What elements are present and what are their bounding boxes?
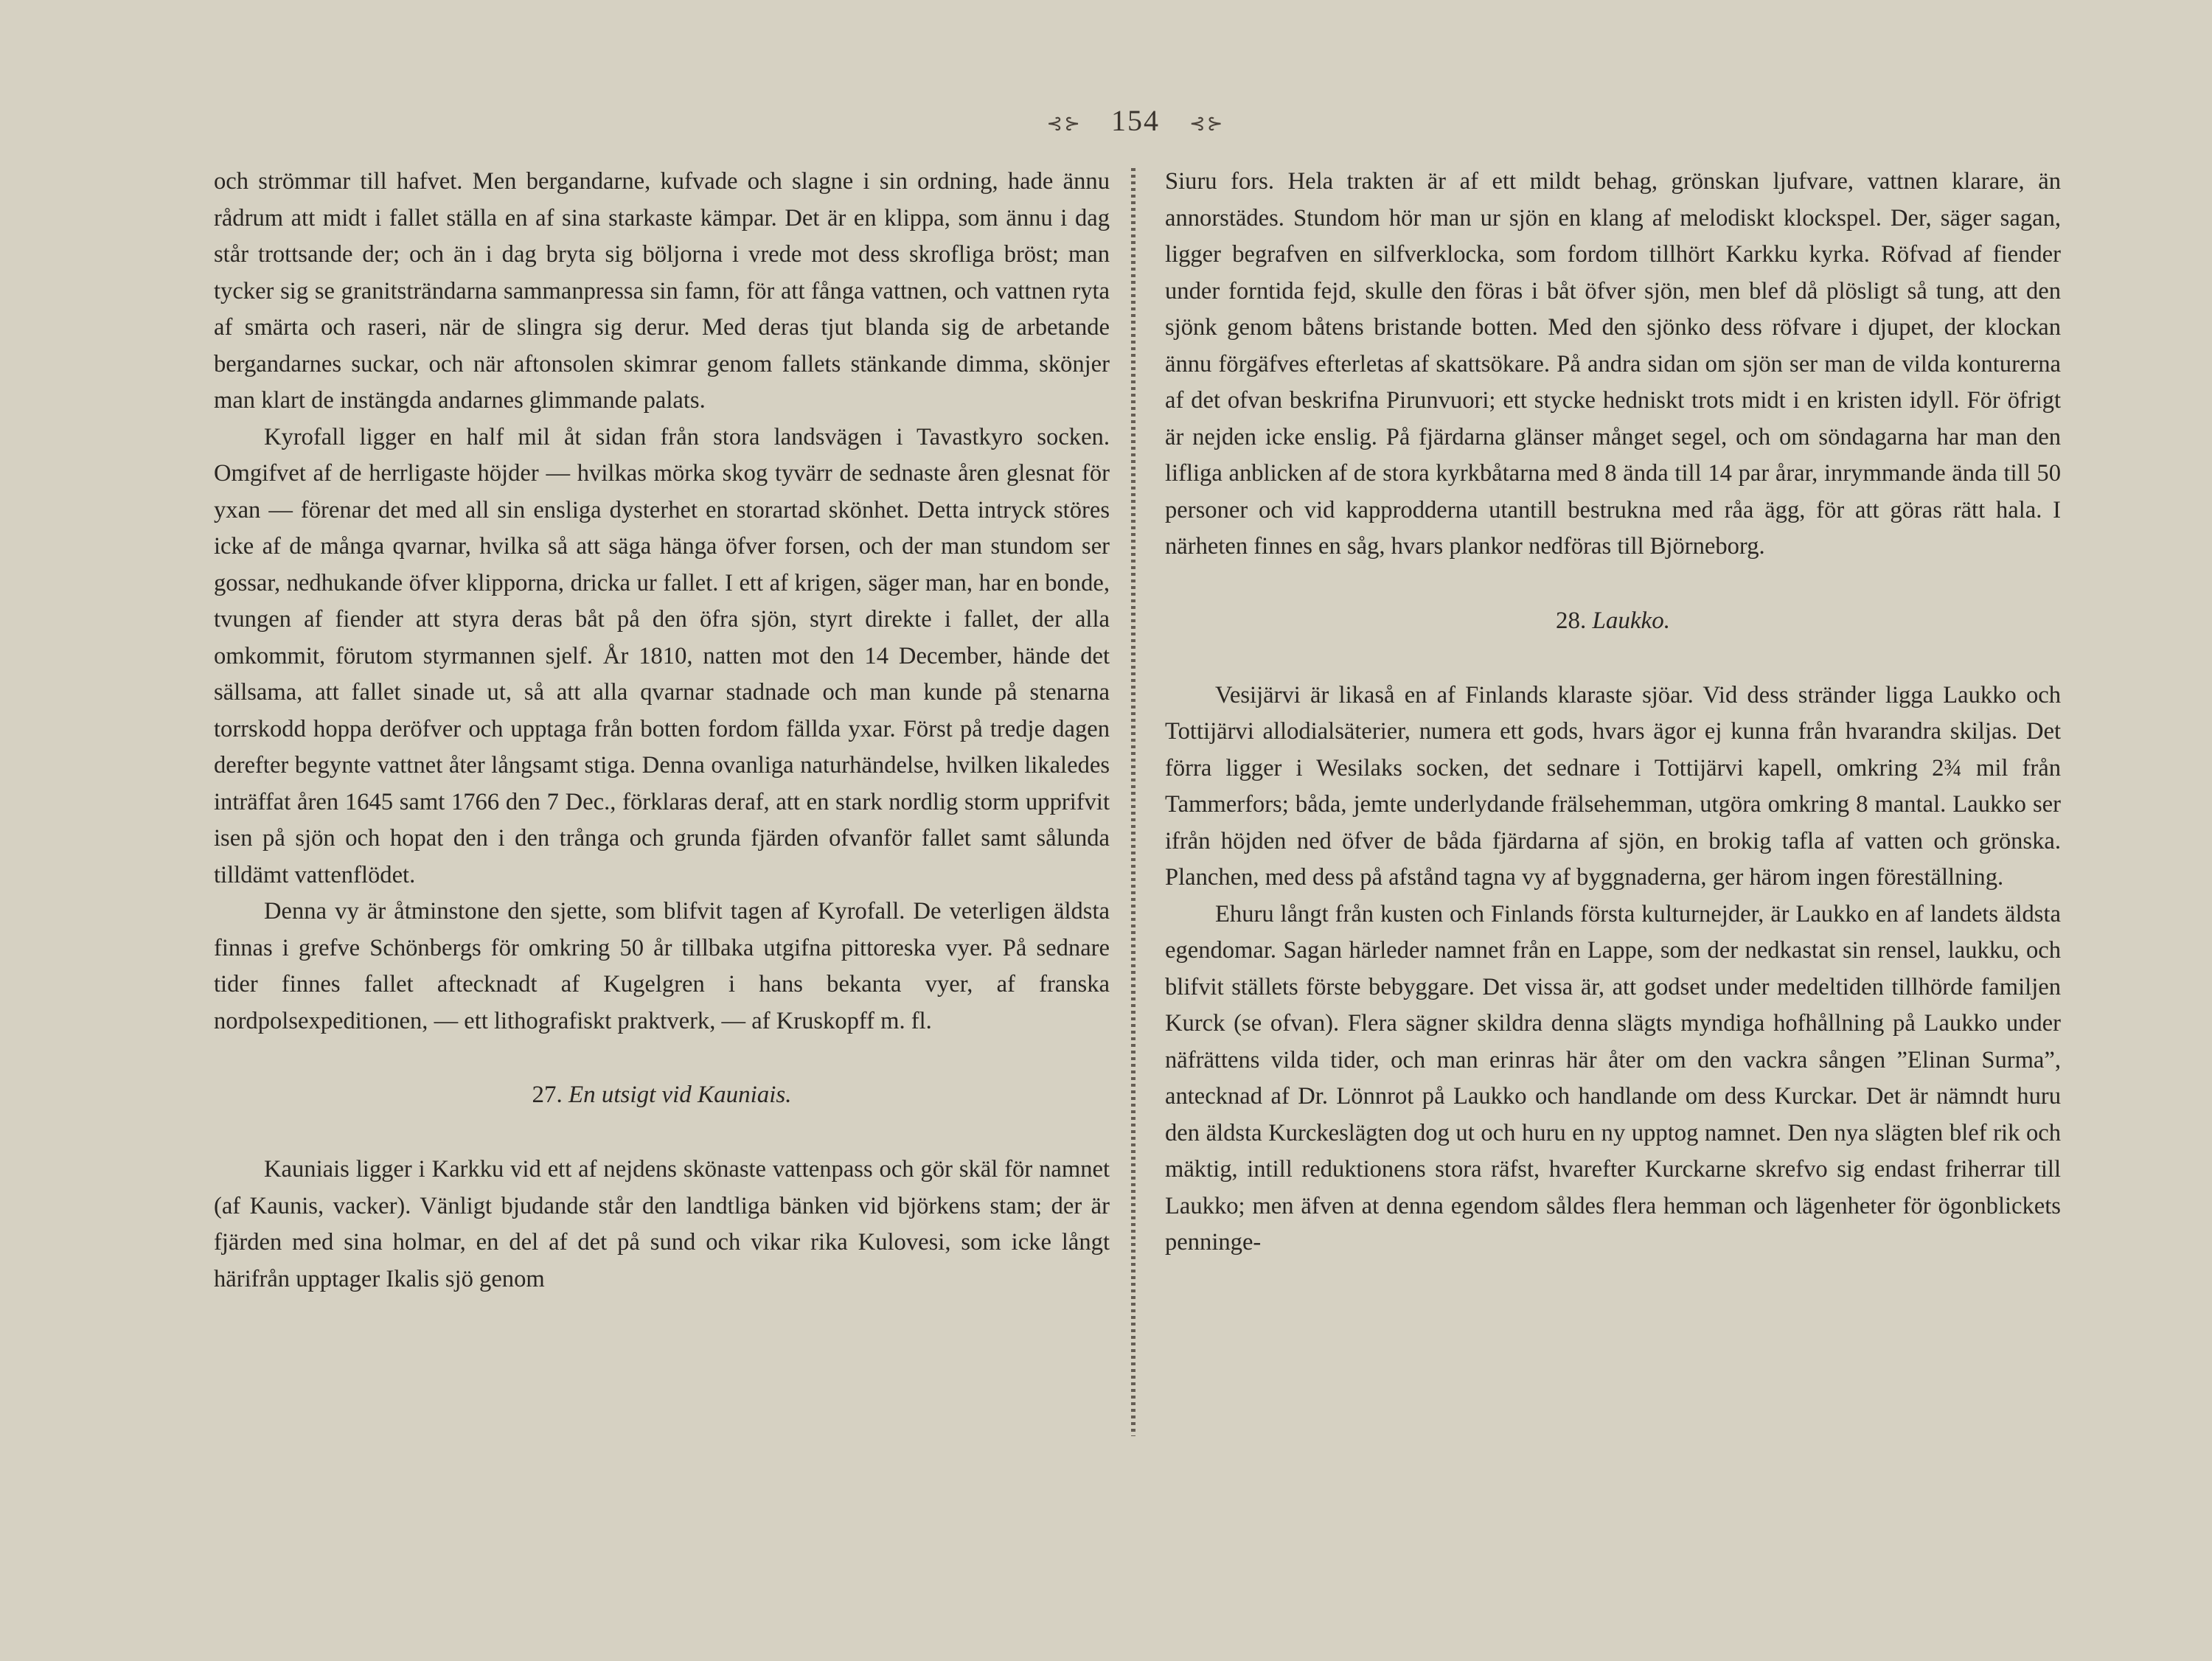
page-header: [1018, 103, 1253, 147]
left-text-column: [214, 164, 1110, 1298]
left-paragraph-3: Denna vy är åtminstone den sjette, som blifvit tagen af Kyrofall. De veterligen äldsta finnas i grefve Schönbergs för omkring 50 år tillbaka utgifna pittoreska vyer. På sednare tider finnes fallet aftecknadt af Kugelgren i hans bekanta vyer, af franska nordpolsexpeditionen, — ett lithografiskt praktverk, — af Kruskopff m. fl.: [214, 898, 1110, 1034]
right-paragraph-3: Ehuru långt från kusten och Finlands första kulturnejder, är Laukko en af landets äldsta egendomar. Sagan härleder namnet från en Lappe, som der nedkastat sin rensel, laukku, och blifvit ställets förste bebyggare. Det vissa är, att godset under medeltiden tillhörde familjen Kurck (se ofvan). Flera sägner skildra denna slägts myndiga hofhållning på Laukko under näfrättens vilda tider, och man erinras här åter om den vackra sången ”Elinan Surma”, antecknad af Dr. Lönnrot på Laukko och handlande om dess Kurckar. Det är nämndt huru den äldsta Kurckeslägten dog ut och huru en ny upptog namnet. Den nya slägten blef rik och mäktig, intill reduktionens stora räfst, hvarefter Kurckarne skrefvo sig endast friherrar till Laukko; men äfven at denna egendom såldes flera hemman och lägenheter för ögonblickets penninge-: [1165, 900, 2061, 1256]
page-number: 154: [1111, 104, 1160, 137]
column-divider: [1131, 168, 1135, 1436]
section-27-number: 27.: [532, 1082, 563, 1108]
left-ornament: ⊰⊱: [1046, 112, 1082, 134]
section-28-heading: [1165, 602, 2061, 639]
section-27-title: En utsigt vid Kauniais.: [568, 1082, 792, 1108]
right-text-column: [1165, 164, 2061, 1261]
section-28-number: 28.: [1556, 607, 1587, 634]
right-paragraph-2: Vesijärvi är likaså en af Finlands klaraste sjöar. Vid dess stränder ligga Laukko och Tottijärvi allodialsäterier, numera ett gods, hvars ägor ej kunna från hvarandra skiljas. Det förra ligger i Wesilaks socken, det sednare i Tottijärvi kapell, omkring 2¾ mil från Tammerfors; båda, jemte underlydande frälsehemman, utgöra omkring 8 mantal. Laukko ser ifrån höjden ned öfver de båda fjärdarna af sjön, en brokig tafla af vatten och grönska. Planchen, med dess på afstånd tagna vy af byggnaderna, ger härom ingen föreställning.: [1165, 681, 2061, 891]
section-27-heading: [214, 1076, 1110, 1113]
left-paragraph-4: Kauniais ligger i Karkku vid ett af nejdens skönaste vattenpass och gör skäl för namnet (af Kaunis, vacker). Vänligt bjudande står den landtliga bänken vid björkens stam; der är fjärden med sina holmar, en del af det på sund och vikar rika Kulovesi, som icke långt härifrån upptager Ikalis sjö genom: [214, 1156, 1110, 1292]
left-paragraph-2: Kyrofall ligger en half mil åt sidan från stora landsvägen i Tavastkyro socken. Omgifvet af de herrligaste höjder — hvilkas mörka skog tyvärr de sednaste åren glesnat för yxan — förenar det med all sin ensliga dysterhet en storartad skönhet. Detta intryck störes icke af de många qvarnar, hvilka så att säga hänga öfver forsen, och der man stundom ser gossar, nedhukande öfver klipporna, dricka ur fallet. I ett af krigen, säger man, har en bonde, tvungen af fiender att styra deras båt på den öfra sjön, styrt direkte i fallet, der alla omkommit, förutom styrmannen sjelf. År 1810, natten mot den 14 December, hände det sällsama, att fallet sinade ut, så att alla qvarnar stadnade och man kunde på stenarna torrskodd hoppa deröfver och upptaga från botten fordom fällda yxar. Först på tredje dagen derefter begynte vattnet åter långsamt stiga. Denna ovanliga naturhändelse, hvilken likaledes inträffat åren 1645 samt 1766 den 7 Dec., förklaras deraf, att en stark nordlig storm upprifvit isen på sjön och hopat den i den trånga och grunda fjärden ofvanför fallet samt sålunda tilldämt vattenflödet.: [214, 423, 1110, 888]
right-paragraph-1: Siuru fors. Hela trakten är af ett mildt behag, grönskan ljufvare, vattnen klarare, än annorstädes. Stundom hör man ur sjön en klang af melodiskt klockspel. Der, säger sagan, ligger begrafven en silfverklocka, som fordom tillhört Karkku kyrka. Röfvad af fiender under forntida fejd, skulle den föras i båt öfver sjön, men blef då plösligt så tung, att den sjönk genom båtens bristande botten. Med den sjönko dess röfvare i djupet, der klockan ännu förgäfves efterletas af skattsökare. På andra sidan om sjön ser man de vilda konturerna af det ofvan beskrifna Pirunvuori; ett stycke hedniskt trots midt i en kristen idyll. För öfrigt är nejden icke enslig. På fjärdarna glänser månget segel, och om söndagarna har man den lifliga anblicken af de stora kyrkbåtarna med 8 ända till 14 par årar, inrymmande ända till 50 personer och vid kapprodderna utantill bestrukna med råa ägg, för att göras rätt hala. I närheten finnes en såg, hvars plankor nedföras till Björneborg.: [1165, 168, 2061, 560]
right-ornament: ⊰⊱: [1189, 112, 1225, 134]
section-28-title: Laukko.: [1592, 607, 1670, 634]
left-paragraph-1: och strömmar till hafvet. Men bergandarne, kufvade och slagne i sin ordning, hade ännu rådrum att midt i fallet ställa en af sina starkaste kämpar. Det är en klippa, som ännu i dag står trottsande der; och än i dag bryta sig böljorna i vrede mot dess skrofliga bröst; man tycker sig se granitsträndarna sammanpressa sin famn, för att fånga vattnen, och vattnen ryta af smärta och raseri, när de slingra sig derur. Med deras tjut blanda sig de arbetande bergandarnes suckar, och när aftonsolen skimrar genom fallets stänkande dimma, skönjer man klart de instängda andarnes glimmande palats.: [214, 168, 1110, 414]
